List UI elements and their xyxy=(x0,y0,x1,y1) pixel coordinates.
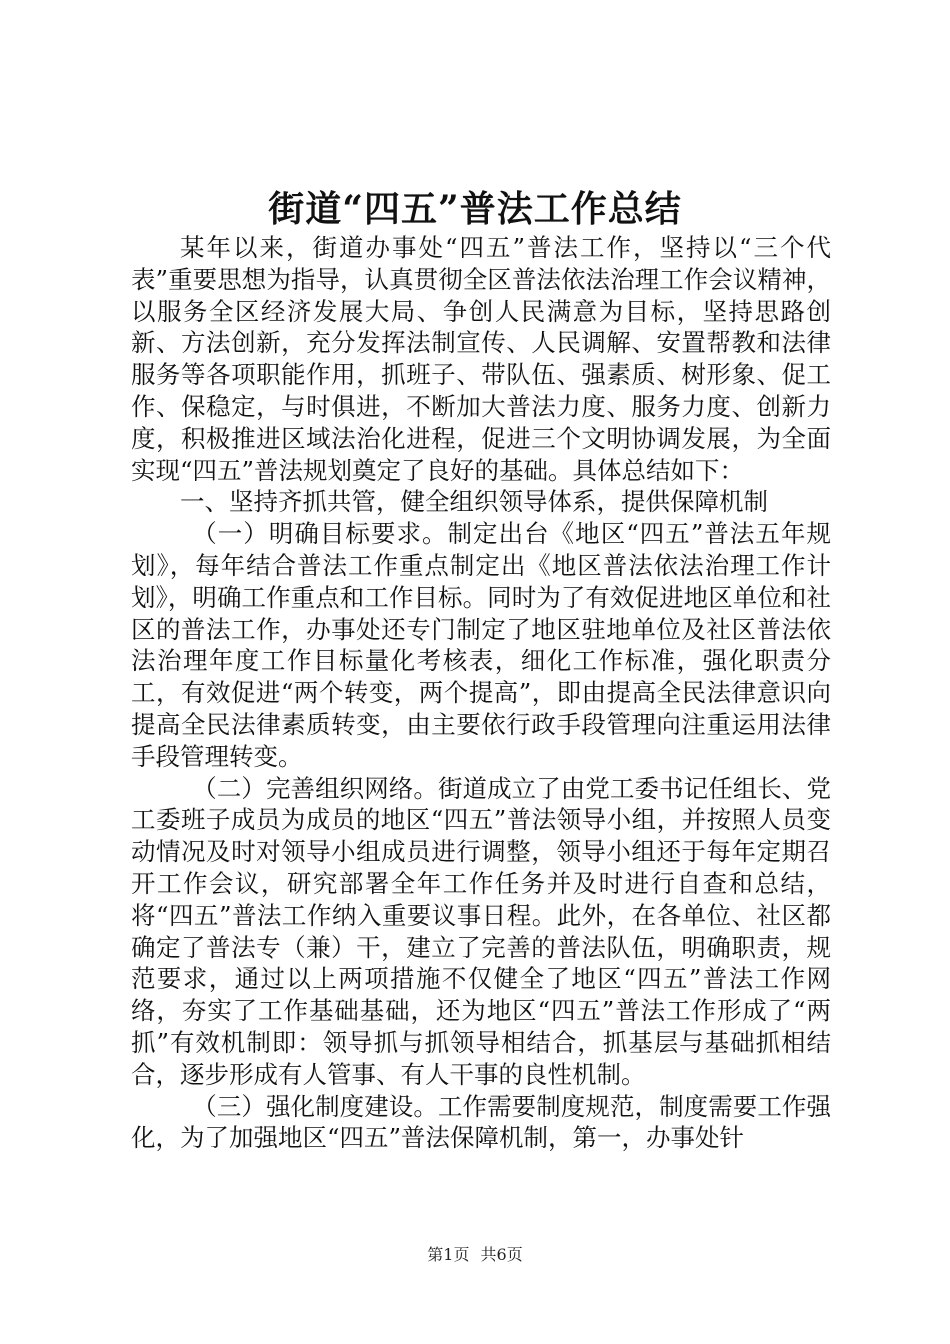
page-total: 共6页 xyxy=(480,1245,523,1264)
page-number: 第1页 xyxy=(427,1245,470,1264)
document-title: 街道“四五”普法工作总结 xyxy=(268,188,682,230)
subsection-paragraph-2: （二）完善组织网络。街道成立了由党工委书记任组长、党工委班子成员为成员的地区“四五”普法领导小组，并按照人员变动情况及时对领导小组成员进行调整，领导小组还于每年定期召开工作会议，研究部署全年工作任务并及时进行自查和总结，将“四五”普法工作纳入重要议事日程。此外，在各单位、社区都确定了普法专（兼）干，建立了完善的普法队伍，明确职责，规范要求，通过以上两项措施不仅健全了地区“四五”普法工作网络，夯实了工作基础基础，还为地区“四五”普法工作形成了“两抓”有效机制即：领导抓与抓领导相结合，抓基层与基础抓相结合，逐步形成有人管事、有人干事的良性机制。 xyxy=(131,773,831,1089)
page-footer xyxy=(0,1245,950,1265)
subsection-paragraph-1: （一）明确目标要求。制定出台《地区“四五”普法五年规划》，每年结合普法工作重点制定出《地区普法依法治理工作计划》，明确工作重点和工作目标。同时为了有效促进地区单位和社区的普法工作，办事处还专门制定了地区驻地单位及社区普法依法治理年度工作目标量化考核表，细化工作标准，强化职责分工，有效促进“两个转变，两个提高”，即由提高全民法律意识向提高全民法律素质转变，由主要依行政手段管理向注重运用法律手段管理转变。 xyxy=(131,519,831,771)
subsection-paragraph-3: （三）强化制度建设。工作需要制度规范，制度需要工作强化，为了加强地区“四五”普法保障机制，第一，办事处针 xyxy=(131,1091,831,1153)
section-heading-1: 一、坚持齐抓共管，健全组织领导体系，提供保障机制 xyxy=(180,487,768,517)
intro-paragraph: 某年以来，街道办事处“四五”普法工作，坚持以“三个代表”重要思想为指导，认真贯彻全区普法依法治理工作会议精神，以服务全区经济发展大局、争创人民满意为目标，坚持思路创新、方法创新，充分发挥法制宣传、人民调解、安置帮教和法律服务等各项职能作用，抓班子、带队伍、强素质、树形象、促工作、保稳定，与时俱进，不断加大普法力度、服务力度、创新力度，积极推进区域法治化进程，促进三个文明协调发展，为全面实现“四五”普法规划奠定了良好的基础。具体总结如下： xyxy=(131,233,831,485)
document-body xyxy=(131,232,831,1154)
